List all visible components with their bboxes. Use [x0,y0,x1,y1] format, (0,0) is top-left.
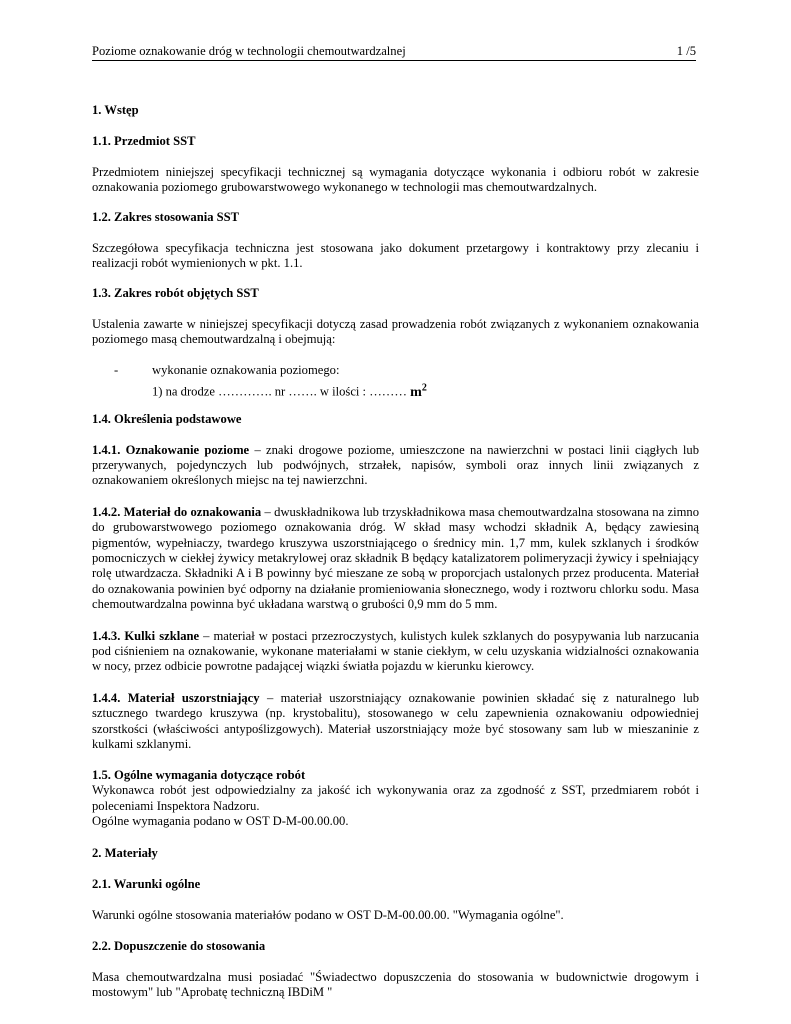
list-item [114,363,699,378]
heading-zakres-stosowania: 1.2. Zakres stosowania SST [92,209,240,224]
list-subitem [152,379,699,401]
paragraph-ogolne-wymagania-ost: Ogólne wymagania podano w OST D-M-00.00.00. [92,814,349,829]
document-body [92,103,699,1001]
heading-dopuszczenie: 2.2. Dopuszczenie do stosowania [92,939,266,954]
definition-material [92,505,699,613]
heading-wstep: 1. Wstęp [92,103,139,117]
heading-przedmiot: 1.1. Przedmiot SST [92,134,196,148]
paragraph-zakres-stosowania: Szczegółowa specyfikacja techniczna jest stosowana jako dokument przetargowy i kontraktowy przy zlecaniu i realizacji robót wymienionych w pkt. 1.1. [92,240,699,271]
definition-kulki [92,629,699,675]
paragraph-zakres-robot: Ustalenia zawarte w niniejszej specyfikacji dotyczą zasad prowadzenia robót związanych z wykonaniem oznakowania poziomego masą chemoutwardzalną i obejmują: [92,316,699,347]
unit-label [410,381,427,400]
definition-uszorstniajacy [92,691,699,753]
heading-zakres-robot: 1.3. Zakres robót objętych SST [92,285,259,300]
definition-oznakowanie [92,443,699,489]
unit-base: m [410,384,422,400]
heading-ogolne-wymagania: 1.5. Ogólne wymagania dotyczące robót [92,768,306,783]
definition-term: 1.4.4. Materiał uszorstniający [92,690,260,705]
definition-text: – materiał uszorstniający oznakowanie powinien składać się z naturalnego lub sztucznego twardego kruszywa (np. krystobalitu), stosowanego w celu zapewnienia oznakowaniu odpowiedniej szorstkości (właściwości antypoślizgowych). Materiał uszorstniający może być stosowany sam lub w mieszaninie z kulkami szklanymi. [92,690,700,751]
paragraph-dopuszczenie: Masa chemoutwardzalna musi posiadać "Świadectwo dopuszczenia do stosowania w budownictwie drogowym i mostowym" lub "Aprobatę techniczną IBDiM " [92,970,699,1000]
heading-okreslenia: 1.4. Określenia podstawowe [92,411,242,426]
header-title: Poziome oznakowanie dróg w technologii chemoutwardzalnej [92,44,406,58]
definition-text: – znaki drogowe poziome, umieszczone na nawierzchni w postaci linii ciągłych lub przerywanych, pojedynczych lub podwójnych, strzałek, napisów, symboli oraz innych linii związanych z oznakowaniem określonych miejsc na tej nawierzchni. [92,442,700,488]
heading-warunki-ogolne: 2.1. Warunki ogólne [92,876,201,891]
paragraph-ogolne-wymagania: Wykonawca robót jest odpowiedzialny za jakość ich wykonywania oraz za zgodność z SST, przedmiarem robót i poleceniami Inspektora Nadzoru. [92,783,699,813]
unit-exponent: 2 [421,381,427,393]
paragraph-przedmiot: Przedmiotem niniejszej specyfikacji technicznej są wymagania dotyczące wykonania i odbioru robót w zakresie oznakowania poziomego grubowarstwowego wykonanego w technologii mas chemoutwardzalnych. [92,165,699,195]
definition-text: – dwuskładnikowa lub trzyskładnikowa masa chemoutwardzalna stosowana na zimno do grubowarstwowego poziomego oznakowania dróg. W skład masy wchodzi składnik A, będący zawiesiną pigmentów, wypełniaczy, twardego kruszywa uszorstniającego o średnicy min. 1,7 mm, kulek szklanych i środków pomocniczych w ciekłej żywicy metakrylowej oraz składnik B będący katalizatorem polimeryzacji żywicy i spełniający rolę utwardzacza. Składniki A i B powinny być mieszane ze sobą w proporcjach ustalonych przez producenta. Materiał do oznakowania powinien być odporny na działanie promieniowania słonecznego, wody i roztworu chlorku sodu. Masa chemoutwardzalna powinna być układana warstwą o grubości 0,9 mm do 5 mm. [92,504,699,612]
paragraph-warunki-ogolne: Warunki ogólne stosowania materiałów podano w OST D-M-00.00.00. "Wymagania ogólne". [92,907,564,922]
list-subitem-text: 1) na drodze …………. nr ……. w ilości : ……… [152,384,411,399]
page-header [92,44,696,61]
list-item-text: wykonanie oznakowania poziomego: [152,363,340,378]
page-number: 1 /5 [676,44,696,58]
heading-materialy: 2. Materiały [92,845,158,860]
definition-term: 1.4.2. Materiał do oznakowania [92,504,262,519]
definition-term: 1.4.3. Kulki szklane [92,628,200,643]
definition-text: – materiał w postaci przezroczystych, kulistych kulek szklanych do posypywania lub narzucania pod ciśnieniem na oznakowanie, wykonane materiałami w stanie ciekłym, w celu uzyskania widzialności oznakowania w nocy, przez odbicie powrotne padającej wiązki światła pojazdu w kierunku kierowcy. [92,628,699,674]
list-dash: - [114,363,119,378]
definition-term: 1.4.1. Oznakowanie poziome [92,442,250,457]
